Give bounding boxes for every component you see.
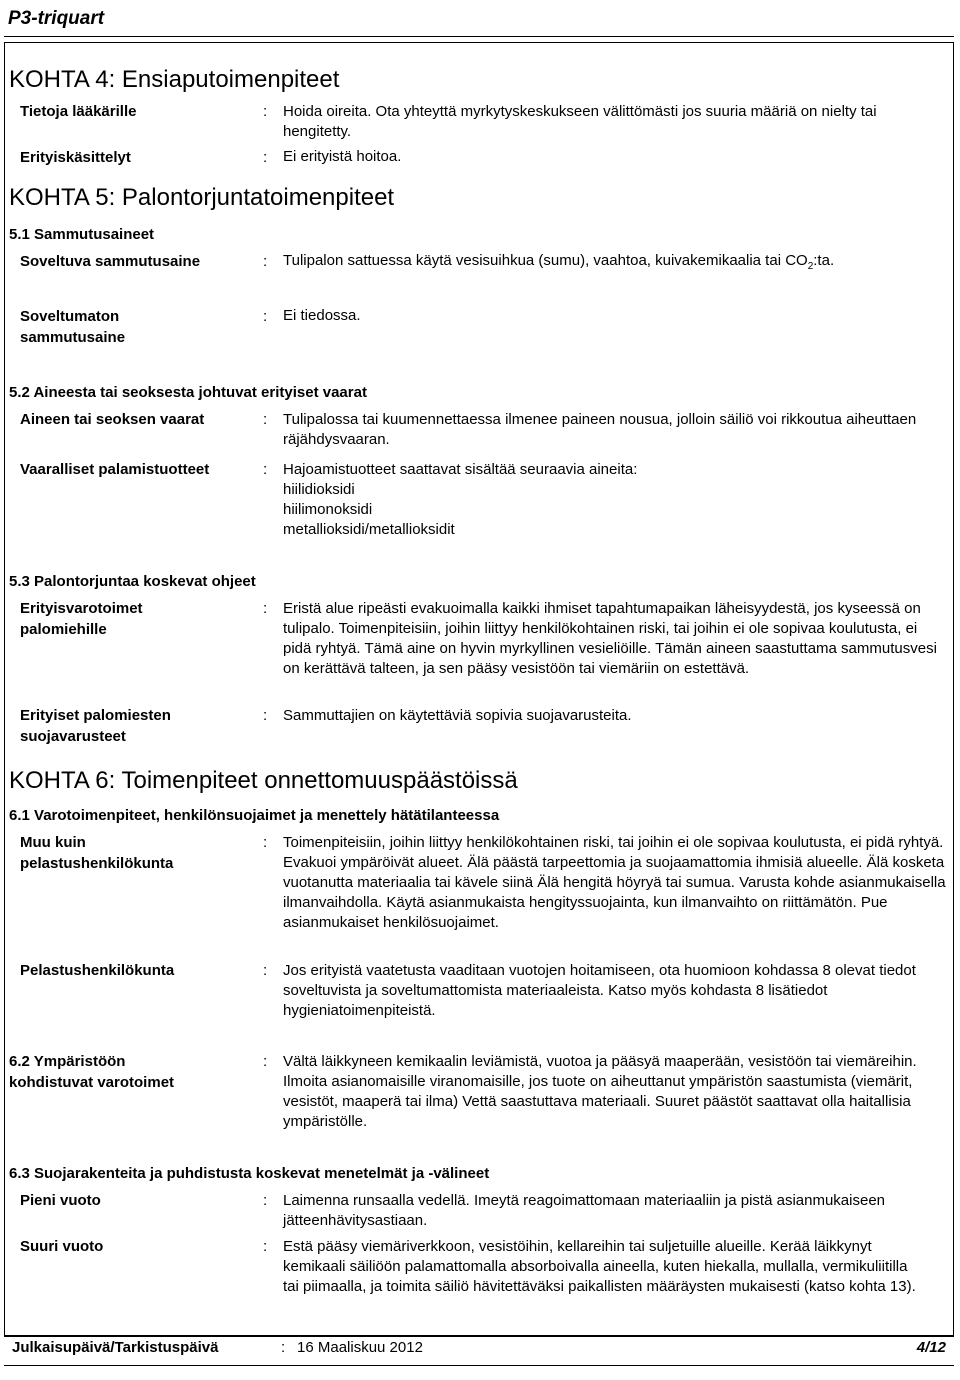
unsuitable-media-label: Soveltumaton sammutusaine <box>20 308 126 346</box>
emergency-responders-label: Pelastushenkilökunta <box>20 962 175 979</box>
subsection-5-2-title: 5.2 Aineesta tai seoksesta johtuvat erityiset vaarat <box>9 384 367 401</box>
special-treatment-text: Ei erityistä hoitoa. <box>283 148 402 165</box>
environmental-precautions-text: Vältä läikkyneen kemikaalin leviämistä, vuotoa ja pääsyä maaperään, vesistöön tai viemäreihin. Ilmoita asianomaisille viranomaisille, jos tuote on aiheuttanut ympäristön saastumista (viemärit, vesistöt, maaperä tai ilma) Vettä saastuttava materiaali. Suuret päästöt saattavat olla haitallisia ympäristölle. <box>283 1053 917 1130</box>
issue-date-value: 16 Maaliskuu 2012 <box>297 1339 423 1356</box>
page-number: 4/12 <box>916 1339 946 1356</box>
special-treatment-label: Erityiskäsittelyt <box>20 149 131 166</box>
section-6-title: KOHTA 6: Toimenpiteet onnettomuuspäästöissä <box>9 767 518 794</box>
combustion-products-list <box>283 460 953 540</box>
non-emergency-text: Toimenpiteisiin, joihin liittyy henkilökohtainen riski, tai joihin ei ole sopivaa koulutusta, ei pidä ryhtyä. Evakuoi ympäröivät alueet. Älä päästä tarpeettomia ja suojaamattomia ihmisiä alueelle. Älä kosketa vuotanutta materiaalia tai kävele siinä Älä hengitä höyryä tai sumua. Varusta kohde asianmukaisella ilmanvaihdolla. Käytä asianmukaista hengityssuojainta, kun ilmanvaihto on riittämätön. Pue asianmukaiset henkilösuojaimet. <box>283 834 946 931</box>
list-item: metallioksidi/metallioksidit <box>283 521 455 538</box>
combustion-products-label: Vaaralliset palamistuotteet <box>20 461 210 478</box>
subsection-6-3-title: 6.3 Suojarakenteita ja puhdistusta koskevat menetelmät ja -välineet <box>9 1165 490 1182</box>
subsection-5-1-title: 5.1 Sammutusaineet <box>9 226 155 243</box>
list-item: hiilimonoksidi <box>283 501 373 518</box>
suitable-media-text: Tulipalon sattuessa käytä vesisuihkua (sumu), vaahtoa, kuivakemikaalia tai $CO_2:ta$. <box>283 252 835 272</box>
info-doctor-label: Tietoja lääkärille <box>20 103 137 120</box>
list-item: hiilidioksidi <box>283 481 355 498</box>
list-item: Hajoamistuotteet saattavat sisältää seuraavia aineita: <box>283 461 638 478</box>
environmental-precautions-label: 6.2 Ympäristöön kohdistuvat varotoimet <box>9 1053 175 1091</box>
non-emergency-label: Muu kuin pelastushenkilökunta <box>20 834 174 872</box>
firefighter-equipment-label: Erityiset palomiesten suojavarusteet <box>20 707 171 745</box>
document-footer: Julkaisupäivä/Tarkistuspäivä : 16 Maaliskuu 2012 4/12 <box>4 1336 954 1366</box>
small-spill-label: Pieni vuoto <box>20 1192 101 1209</box>
document-header <box>4 2 954 37</box>
firefighter-equipment-text: Sammuttajien on käytettäviä sopivia suojavarusteita. <box>283 707 632 724</box>
info-doctor-text: Hoida oireita. Ota yhteyttä myrkytyskeskukseen välittömästi jos suuria määriä on nielty tai hengitetty. <box>283 103 877 140</box>
large-spill-label: Suuri vuoto <box>20 1238 104 1255</box>
hazards-label: Aineen tai seoksen vaarat <box>20 411 205 428</box>
subsection-6-1-title: 6.1 Varotoimenpiteet, henkilönsuojaimet ja menettely hätätilanteessa <box>9 807 500 824</box>
product-name: P3-triquart <box>8 8 105 29</box>
large-spill-text: Estä pääsy viemäriverkkoon, vesistöihin, kellareihin tai suljetuille alueille. Kerää läikkynyt kemikaali säiliöön palamattomalla absorboivalla aineella, kuten hiekalla, mullalla, vermikuliitilla tai piimaalla, ja toimita säiliö hävitettäväksi paikallisten määräysten mukaisesti (katso kohta 13). <box>283 1238 916 1295</box>
subsection-5-3-title: 5.3 Palontorjuntaa koskevat ohjeet <box>9 573 256 590</box>
firefighter-precautions-text: Eristä alue ripeästi evakuoimalla kaikki ihmiset tapahtumapaikan läheisyydestä, jos kyseessä on tulipalo. Toimenpiteisiin, joihin liittyy henkilökohtainen riski, tai joihin ei ole sopivaa koulutusta, ei pidä ryhtyä. Tämä aine on hyvin myrkyllinen vesieliöille. Tämän aineen saastuttama sammutusvesi on kerättävä talteen, ja sen pääsy vesistöön tai viemäriin on estettävä. <box>283 600 937 677</box>
unsuitable-media-text: Ei tiedossa. <box>283 307 361 324</box>
hazards-text: Tulipalossa tai kuumennettaessa ilmenee paineen nousua, jolloin säiliö voi rikkoutua aiheuttaen räjähdysvaaran. <box>283 411 917 448</box>
section-4-title: KOHTA 4: Ensiaputoimenpiteet <box>9 66 340 93</box>
small-spill-text: Laimenna runsaalla vedellä. Imeytä reagoimattomaan materiaaliin ja pistä asianmukaiseen jätteenhävitysastiaan. <box>283 1192 885 1229</box>
suitable-media-label: Soveltuva sammutusaine <box>20 253 201 270</box>
issue-date-label: Julkaisupäivä/Tarkistuspäivä <box>12 1339 219 1356</box>
firefighter-precautions-label: Erityisvarotoimet palomiehille <box>20 600 143 638</box>
emergency-responders-text: Jos erityistä vaatetusta vaaditaan vuotojen hoitamiseen, ota huomioon kohdassa 8 olevat tiedot soveltuvista ja soveltumattomista materiaaleista. Katso myös kohdasta 8 lisätiedot hygieniatoimenpiteistä. <box>283 962 916 1019</box>
section-5-title: KOHTA 5: Palontorjuntatoimenpiteet <box>9 184 395 211</box>
